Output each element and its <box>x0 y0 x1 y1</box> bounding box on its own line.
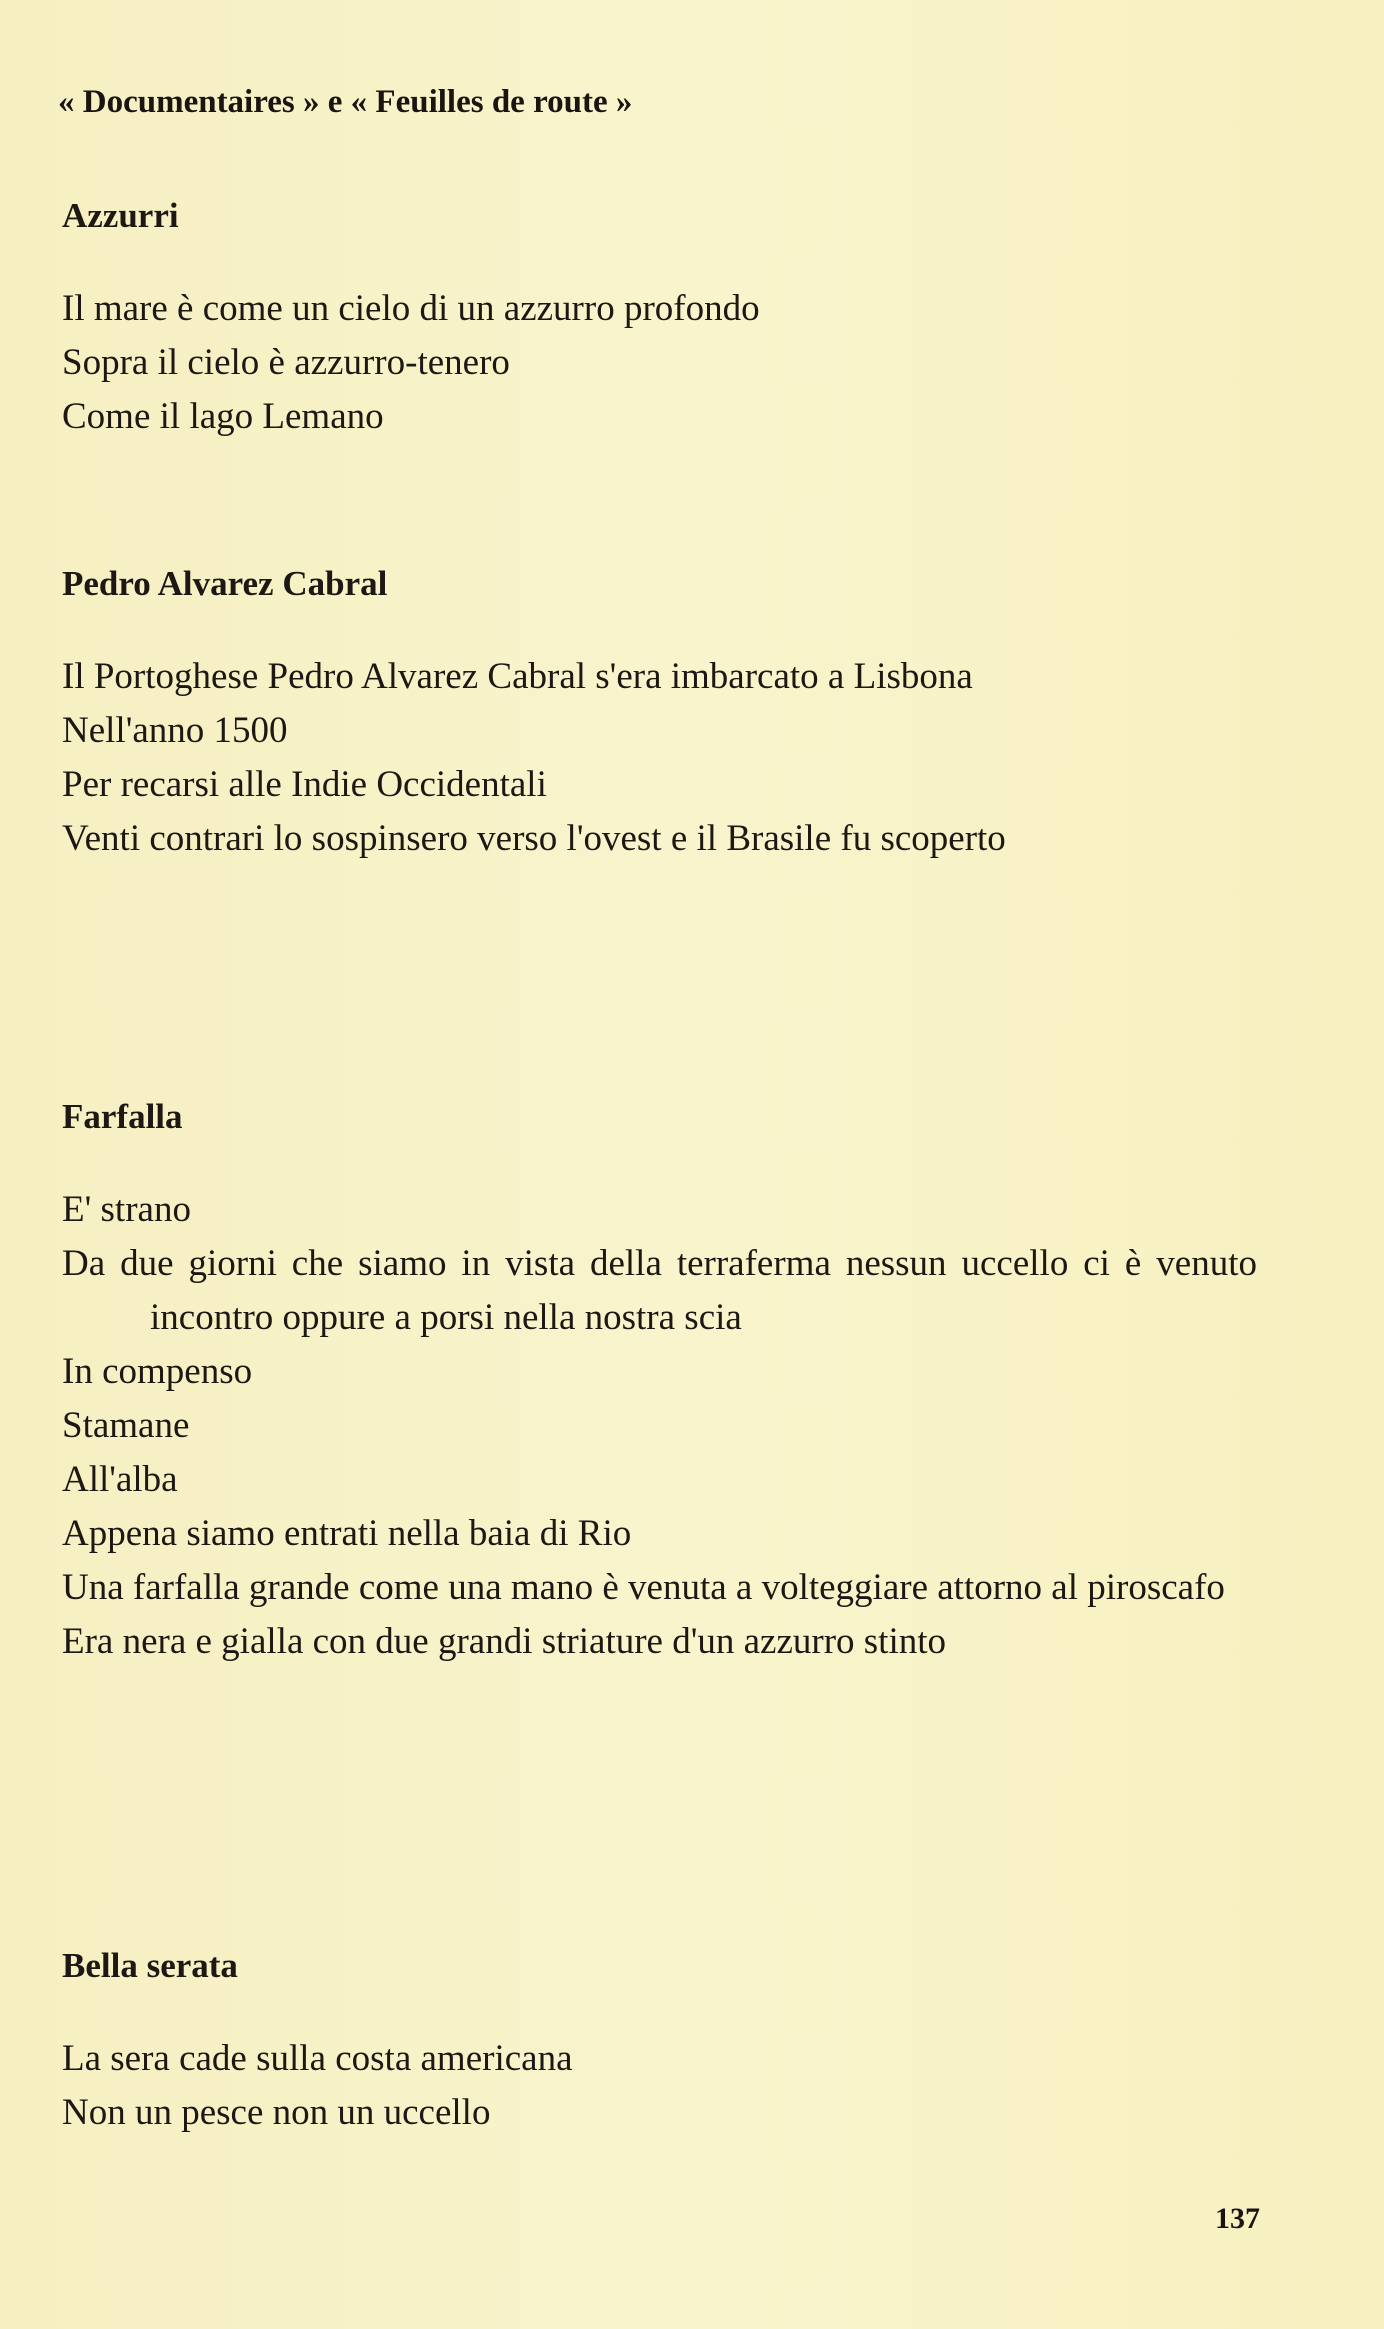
poem-line: Nell'anno 1500 <box>62 710 288 751</box>
poem-azzurri <box>62 196 1262 444</box>
poem-line: E' strano <box>62 1189 191 1230</box>
poem-title: Pedro Alvarez Cabral <box>62 564 388 603</box>
poem-line: Il mare è come un cielo di un azzurro profondo <box>62 288 760 329</box>
page-number: 137 <box>1215 2202 1260 2235</box>
poem-line: Stamane <box>62 1405 190 1446</box>
running-head: « Documentaires » e « Feuilles de route » <box>58 84 633 120</box>
poem-line: In compenso <box>62 1351 253 1392</box>
poem-title: Farfalla <box>62 1097 183 1136</box>
poem-line: Appena siamo entrati nella baia di Rio <box>62 1513 632 1554</box>
poem-line: Per recarsi alle Indie Occidentali <box>62 764 547 805</box>
poem-farfalla <box>62 1097 1262 1669</box>
poem-line: Non un pesce non un uccello <box>62 2092 491 2133</box>
poem-bella-serata <box>62 1946 1262 2140</box>
poem-line: Sopra il cielo è azzurro-tenero <box>62 342 510 383</box>
poem-line: Da due giorni che siamo in vista della terraferma nessun uccello ci è venuto incontro oppure a porsi nella nostra scia <box>62 1243 1257 1338</box>
poem-pedro-alvarez-cabral <box>62 564 1262 866</box>
poem-title: Bella serata <box>62 1946 238 1985</box>
poem-line: All'alba <box>62 1459 178 1500</box>
poem-line: Il Portoghese Pedro Alvarez Cabral s'era imbarcato a Lisbona <box>62 656 973 697</box>
poem-title: Azzurri <box>62 196 179 235</box>
poem-line: Come il lago Lemano <box>62 396 384 437</box>
poem-line: La sera cade sulla costa americana <box>62 2038 573 2079</box>
poem-line: Venti contrari lo sospinsero verso l'ovest e il Brasile fu scoperto <box>62 818 1006 859</box>
poem-line: Era nera e gialla con due grandi striature d'un azzurro stinto <box>62 1621 947 1662</box>
poem-line: Una farfalla grande come una mano è venuta a volteggiare attorno al piroscafo <box>62 1567 1225 1608</box>
